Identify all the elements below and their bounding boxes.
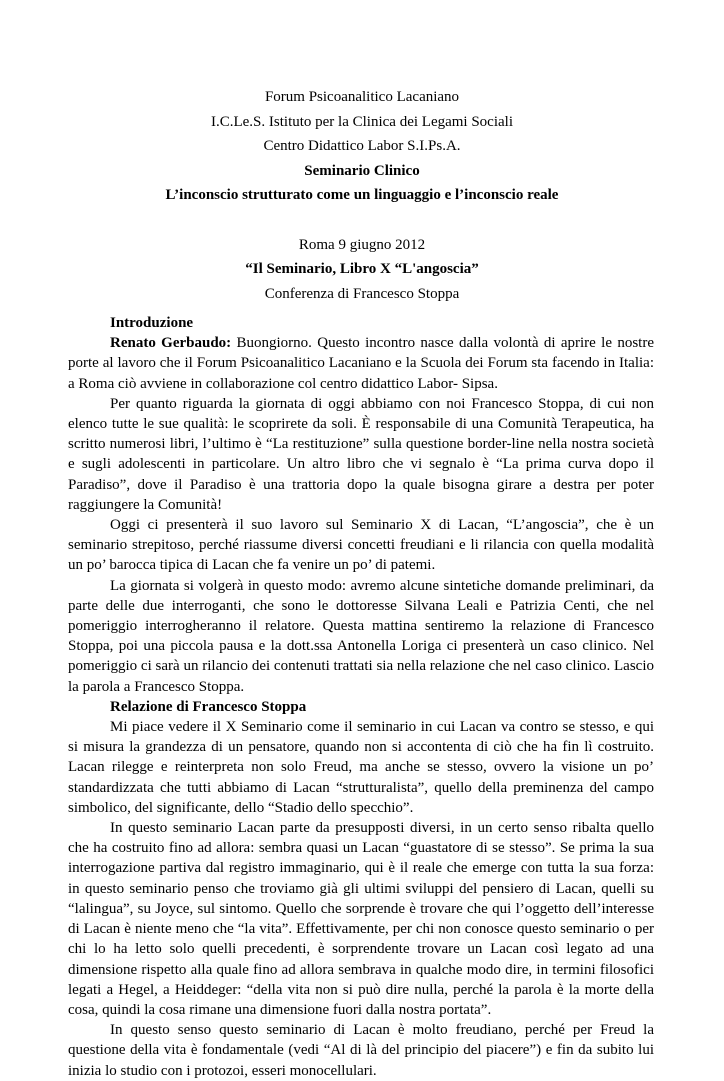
speaker-name: Renato Gerbaudo: — [110, 335, 232, 352]
paragraph: Oggi ci presenterà il suo lavoro sul Seminario X di Lacan, “L’angoscia”, che è un seminario strepitoso, perché riassume diversi concetti freudiani e li rilancia con quella modalità un po’ barocca tipica di Lacan che fa venire un po’ di patemi. — [68, 517, 654, 574]
paragraph: In questo senso questo seminario di Lacan è molto freudiano, perché per Freud la questione della vita è fondamentale (vedi “Al di là del principio del piacere”) e fin da subito lui inizia lo studio con i protozoi, esseri monocellulari. — [68, 1022, 654, 1079]
institute-name: I.C.Le.S. Istituto per la Clinica dei Legami Sociali — [210, 113, 513, 130]
section-heading-introduction: Introduzione — [110, 315, 194, 331]
seminar-title: “Il Seminario, Libro X “L'angoscia” — [245, 261, 479, 278]
document-body — [68, 313, 654, 1081]
paragraph — [68, 333, 654, 394]
spacer — [60, 208, 664, 233]
paragraph: In questo seminario Lacan parte da presupposti diversi, in un certo senso ribalta quello che ha costruito fino ad allora: sembra quasi un Lacan “guastatore di se stesso”. Se prima la sua interrogazione partiva dal registro immaginario, qui è il reale che emerge con tutta la sua forza: in questo seminario penso che troviamo già gli ultimi sviluppi del pensiero di Lacan, quelli su “lalingua”, su Joyce, sul sintomo. Quello che sorprende è trovare che qui l’oggetto dell’interesse di Lacan è niente meno che “la vita”. Effettivamente, per chi non conosce questo seminario o per chi lo ha letto solo quelli precedenti, è sorprendente trovare un Lacan così legato ad una dimensione rispetto alla quale fino ad allora sembrava in qualche modo dire, in termini filosofici legati a Hegel, a Heiddeger: “della vita non si può dire nulla, perché la parola è la morte della cosa, quindi la cosa rimane una dimensione fuori dalla nostra portata”. — [68, 820, 654, 1018]
document-header — [60, 85, 664, 306]
conference-speaker: Conferenza di Francesco Stoppa — [264, 285, 460, 302]
paragraph: La giornata si volgerà in questo modo: avremo alcune sintetiche domande preliminari, da parte delle due interroganti, che sono le dottoresse Silvana Leali e Patrizia Centi, che nel pomeriggio interrogheranno il relatore. Questa mattina sentiremo la relazione di Francesco Stoppa, poi una piccola pausa e la dott.ssa Antonella Loriga ci presenterà un caso clinico. Nel pomeriggio ci sarà un rilancio dei contenuti trattati sia nella relazione che nel caso clinico. Lascio la parola a Francesco Stoppa. — [68, 577, 654, 695]
seminar-type: Seminario Clinico — [304, 162, 420, 179]
didactic-center: Centro Didattico Labor S.I.Ps.A. — [263, 138, 461, 155]
paragraph: Mi piace vedere il X Seminario come il seminario in cui Lacan va contro se stesso, e qui si misura la grandezza di un pensatore, quando non si accontenta di ciò che ha fin lì costruito. Lacan rilegge e reinterpreta non solo Freud, ma anche se stesso, ovvero la visione un po’ standardizzata che tutti abbiamo di Lacan “strutturalista”, quello della preminenza del campo simbolico, del significante, dello “Stadio dello specchio”. — [68, 719, 654, 816]
paragraph-text: Buongiorno. Questo incontro nasce dalla volontà di aprire le nostre porte al lavoro che il Forum Psicoanalitico Lacaniano e la Scuola dei Forum sta facendo in Italia: a Roma ciò avviene in collaborazione col centro didattico Labor- Sipsa. — [68, 335, 654, 392]
paragraph: Per quanto riguarda la giornata di oggi abbiamo con noi Francesco Stoppa, di cui non elenco tutte le sue qualità: le scoprirete da soli. È responsabile di una Comunità Terapeutica, ha scritto numerosi libri, l’ultimo è “La restituzione” sulla questione border-line nella nostra società e sugli adolescenti in particolare. Un altro libro che vi segnalo è “La prima curva dopo il Paradiso”, dove il Paradiso è una trattoria dopo la quale bisogna girare a destra per poter raggiungere la Comunità! — [68, 395, 654, 513]
event-date: Roma 9 giugno 2012 — [298, 236, 426, 253]
section-heading-report: Relazione di Francesco Stoppa — [110, 698, 307, 715]
organization-name: Forum Psicoanalitico Lacaniano — [264, 89, 460, 105]
seminar-theme: L’inconscio strutturato come un linguaggio e l’inconscio reale — [165, 187, 559, 204]
